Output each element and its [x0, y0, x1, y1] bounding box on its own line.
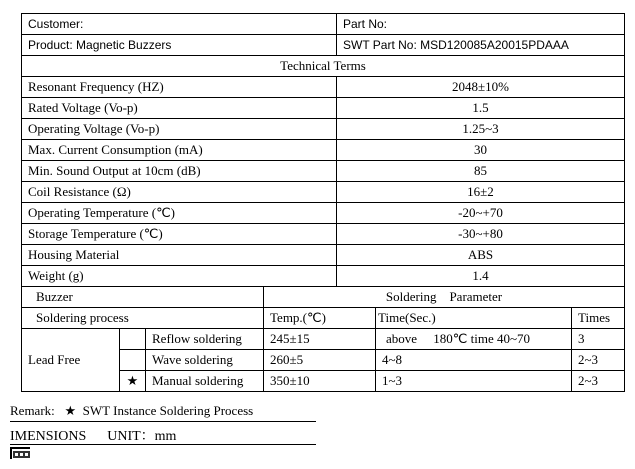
selection-mark: [120, 350, 146, 371]
soldering-time: 4~8: [376, 350, 572, 371]
dimensions-text: IMENSIONS UNIT：mm: [10, 429, 177, 444]
spec-value: ABS: [337, 245, 625, 266]
spec-value: 1.4: [337, 266, 625, 287]
spec-row: [22, 266, 625, 287]
dimensions-note: [10, 425, 176, 445]
soldering-parameter-label: Soldering Parameter: [264, 287, 625, 308]
spec-value: 2048±10%: [337, 77, 625, 98]
soldering-method: Manual soldering: [146, 371, 264, 392]
spec-row: [22, 119, 625, 140]
technical-terms-row: [22, 56, 625, 77]
spec-label: Weight (g): [22, 266, 337, 287]
spec-row: [22, 245, 625, 266]
spec-label: Resonant Frequency (HZ): [22, 77, 337, 98]
remark-underline: [10, 421, 316, 422]
spec-row: [22, 182, 625, 203]
spec-label: Min. Sound Output at 10cm (dB): [22, 161, 337, 182]
customer-label: Customer:: [22, 14, 337, 35]
soldering-times: 3: [572, 329, 625, 350]
soldering-time: above 180℃ time 40~70: [376, 329, 572, 350]
spec-value: 85: [337, 161, 625, 182]
remark-text: Remark: ★ SWT Instance Soldering Process: [10, 403, 254, 418]
product-label: Product: Magnetic Buzzers: [22, 35, 337, 56]
soldering-temp: 350±10: [264, 371, 376, 392]
swt-part-no-label: SWT Part No: MSD120085A20015PDAAA: [337, 35, 625, 56]
lead-free-label: Lead Free: [22, 329, 120, 392]
header-row-2: [22, 35, 625, 56]
spec-row: [22, 203, 625, 224]
buzzer-label: Buzzer: [22, 287, 264, 308]
dimensions-underline: [10, 444, 316, 445]
time-column-header: Time(Sec.): [376, 308, 572, 329]
soldering-header-row-1: [22, 287, 625, 308]
spec-label: Max. Current Consumption (mA): [22, 140, 337, 161]
spec-row: [22, 98, 625, 119]
soldering-process-label: Soldering process: [22, 308, 264, 329]
soldering-method: Wave soldering: [146, 350, 264, 371]
technical-terms-title: Technical Terms: [22, 56, 625, 77]
times-column-header: Times: [572, 308, 625, 329]
soldering-header-row-2: [22, 308, 625, 329]
spec-label: Operating Voltage (Vo-p): [22, 119, 337, 140]
logo-icon: [10, 447, 32, 459]
spec-row: [22, 224, 625, 245]
soldering-method: Reflow soldering: [146, 329, 264, 350]
spec-label: Operating Temperature (℃): [22, 203, 337, 224]
spec-value: 1.5: [337, 98, 625, 119]
spec-label: Rated Voltage (Vo-p): [22, 98, 337, 119]
spec-table: [21, 13, 625, 287]
soldering-temp: 245±15: [264, 329, 376, 350]
spec-row: [22, 161, 625, 182]
soldering-temp: 260±5: [264, 350, 376, 371]
spec-label: Housing Material: [22, 245, 337, 266]
spec-value: 16±2: [337, 182, 625, 203]
spec-row: [22, 77, 625, 98]
soldering-times: 2~3: [572, 350, 625, 371]
spec-value: 1.25~3: [337, 119, 625, 140]
spec-value: 30: [337, 140, 625, 161]
soldering-row: [22, 329, 625, 350]
soldering-times: 2~3: [572, 371, 625, 392]
temp-column-header: Temp.(℃): [264, 308, 376, 329]
soldering-table: [21, 286, 625, 392]
remark-note: [10, 403, 253, 419]
star-icon: ★: [120, 371, 146, 392]
spec-value: -30~+80: [337, 224, 625, 245]
spec-label: Coil Resistance (Ω): [22, 182, 337, 203]
part-no-label: Part No:: [337, 14, 625, 35]
spec-row: [22, 140, 625, 161]
soldering-time: 1~3: [376, 371, 572, 392]
spec-sheet: [21, 13, 624, 392]
spec-label: Storage Temperature (℃): [22, 224, 337, 245]
header-row-1: [22, 14, 625, 35]
spec-value: -20~+70: [337, 203, 625, 224]
selection-mark: [120, 329, 146, 350]
